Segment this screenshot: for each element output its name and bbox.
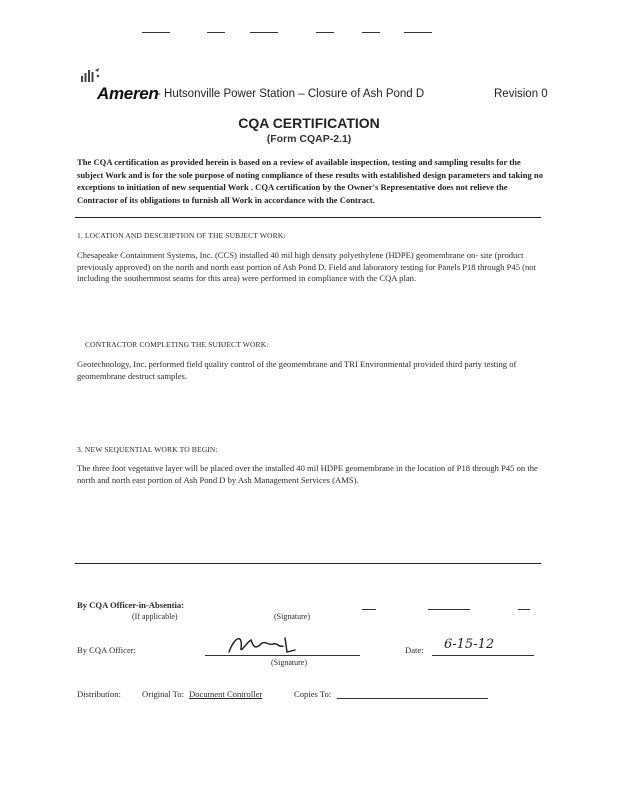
section-body-location: Chesapeake Containment Systems, Inc. (CCS) installed 40 mil high density polyethylene (HDPE) geomembrane on- site (product previously approved) on the north and north east portion of Ash Pond D. Field and laboratory testing for Panels P18 through P45 (not including the southernmost seams for this area) were performed in compliance with the CQA plan.: [77, 250, 536, 283]
intro-paragraph: The CQA certification as provided herein is based on a review of available inspection, testing and sampling results for the subject Work and is for the sole purpose of noting compliance of these results with established design parameters and taking no exceptions to initiation of new sequential Work . CQA certification by the Owner's Representative does not relieve the Contractor of its obligations to furnish all Work in accordance with the Contract.: [77, 157, 544, 205]
section-body-contractor: Geotechnology, Inc. performed field quality control of the geomembrane and TRI Environmental provided third party testing of geomembrane destruct samples.: [77, 359, 517, 381]
date-line-absentia-end[interactable]: [518, 609, 530, 610]
scan-mark: [362, 32, 380, 33]
absentia-label: By CQA Officer-in-Absentia:: [77, 600, 185, 610]
signature-caption-officer: (Signature): [271, 658, 307, 667]
date-line-absentia[interactable]: [428, 609, 470, 610]
scan-mark: [250, 32, 278, 33]
distribution-label: Distribution:: [77, 689, 121, 699]
scan-mark: [142, 32, 170, 33]
date-value: 6-15-12: [444, 637, 495, 652]
section-heading-location: 1. LOCATION AND DESCRIPTION OF THE SUBJECT WORK:: [77, 231, 286, 240]
revision-label: Revision 0: [494, 88, 548, 100]
date-line-officer[interactable]: [432, 655, 534, 656]
original-to-label: Original To:: [142, 689, 184, 699]
company-logo-text: Ameren: [97, 84, 159, 103]
copies-to-line[interactable]: [337, 698, 488, 699]
signature-caption: (Signature): [274, 612, 310, 621]
section-heading-new-work: 3. NEW SEQUENTIAL WORK TO BEGIN:: [77, 445, 218, 454]
divider: [75, 563, 541, 564]
page-title: CQA CERTIFICATION: [238, 115, 380, 131]
section-heading-contractor: CONTRACTOR COMPLETING THE SUBJECT WORK:: [85, 340, 269, 349]
copies-to-label: Copies To:: [294, 689, 332, 699]
ameren-logo-icon: [80, 67, 102, 83]
divider: [75, 217, 541, 218]
scan-mark: [316, 32, 334, 33]
if-applicable-label: (If applicable): [132, 612, 178, 621]
scan-mark: [207, 32, 225, 33]
signature-line-absentia[interactable]: [362, 609, 376, 610]
section-body-new-work: The three foot vegetative layer will be placed over the installed 40 mil HDPE geomembrane in the location of P18 through P45 on the north and north east portion of Ash Pond D by Ash Management Services (AMS).: [77, 463, 538, 485]
form-number: (Form CQAP-2.1): [266, 133, 352, 145]
header-subtitle: - Hutsonville Power Station – Closure of Ash Pond D: [157, 88, 425, 100]
officer-label: By CQA Officer:: [77, 645, 137, 655]
scan-mark: [404, 32, 432, 33]
signature-line-officer[interactable]: [205, 655, 360, 656]
original-to-value: Document Controller: [189, 689, 263, 699]
date-label: Date:: [405, 645, 424, 655]
